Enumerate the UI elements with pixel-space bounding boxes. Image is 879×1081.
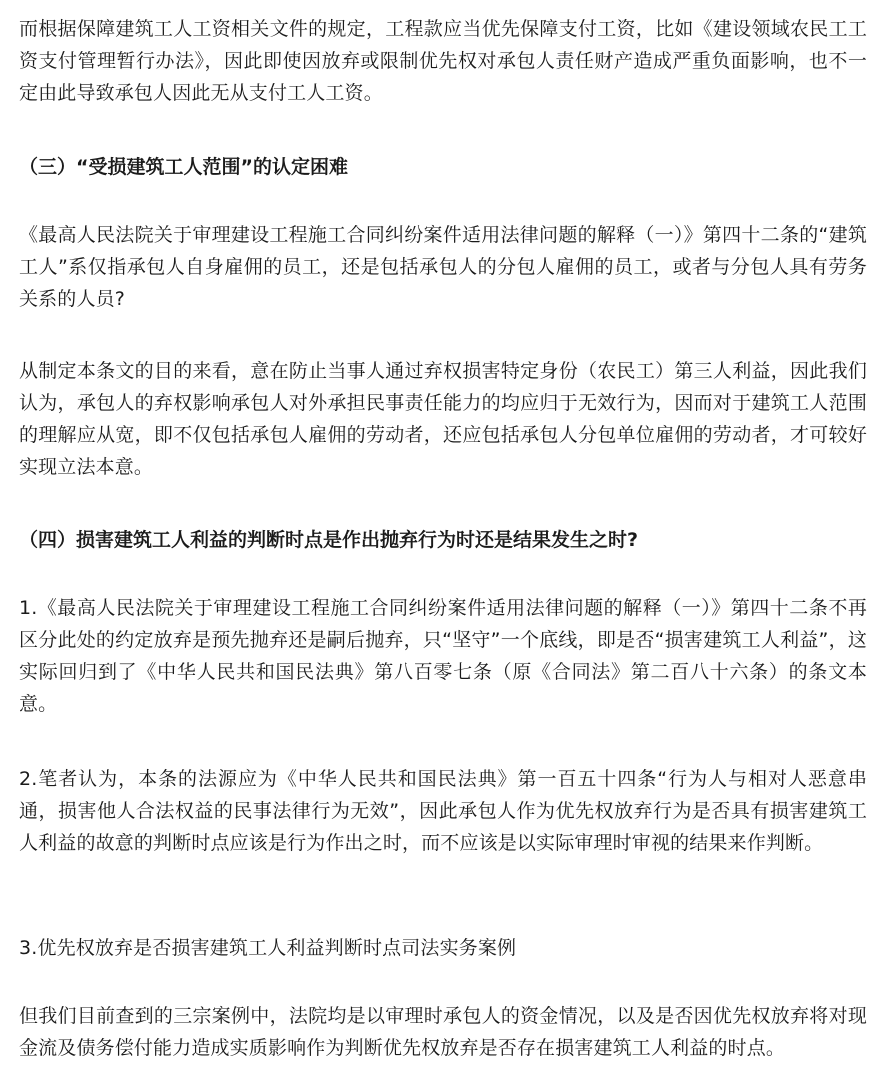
- paragraph-point-3: 3.优先权放弃是否损害建筑工人利益判断时点司法实务案例: [19, 937, 517, 959]
- paragraph-wage-guarantee: 而根据保障建筑工人工资相关文件的规定，工程款应当优先保障支付工资，比如《建设领域农民工工资支付管理暂行办法》，因此即使因放弃或限制优先权对承包人责任财产造成严重负面影响，也不一定由此导致承包人因此无从支付工人工资。: [19, 18, 867, 104]
- section-heading-3: （三）“受损建筑工人范围”的认定困难: [19, 156, 348, 178]
- paragraph-case-summary: 但我们目前查到的三宗案例中，法院均是以审理时承包人的资金情况，以及是否因优先权放弃将对现金流及债务偿付能力造成实质影响作为判断优先权放弃是否存在损害建筑工人利益的时点。: [19, 1005, 867, 1059]
- paragraph-point-1: 1.《最高人民法院关于审理建设工程施工合同纠纷案件适用法律问题的解释（一）》第四十二条不再区分此处的约定放弃是预先抛弃还是嗣后抛弃，只“坚守”一个底线，即是否“损害建筑工人利益”，这实际回归到了《中华人民共和国民法典》第八百零七条（原《合同法》第二百八十六条）的条文本意。: [19, 597, 867, 715]
- section-heading-4: （四）损害建筑工人利益的判断时点是作出抛弃行为时还是结果发生之时?: [19, 529, 639, 551]
- paragraph-point-2: 2.笔者认为，本条的法源应为《中华人民共和国民法典》第一百五十四条“行为人与相对人恶意串通，损害他人合法权益的民事法律行为无效”，因此承包人作为优先权放弃行为是否具有损害建筑工人利益的故意的判断时点应该是行为作出之时，而不应该是以实际审理时审视的结果来作判断。: [19, 768, 867, 854]
- paragraph-worker-scope-question: 《最高人民法院关于审理建设工程施工合同纠纷案件适用法律问题的解释（一）》第四十二条的“建筑工人”系仅指承包人自身雇佣的员工，还是包括承包人的分包人雇佣的员工，或者与分包人具有劳务关系的人员?: [19, 224, 867, 310]
- paragraph-worker-scope-opinion: 从制定本条文的目的来看，意在防止当事人通过弃权损害特定身份（农民工）第三人利益，因此我们认为，承包人的弃权影响承包人对外承担民事责任能力的均应归于无效行为，因而对于建筑工人范围的理解应从宽，即不仅包括承包人雇佣的劳动者，还应包括承包人分包单位雇佣的劳动者，才可较好实现立法本意。: [19, 360, 867, 478]
